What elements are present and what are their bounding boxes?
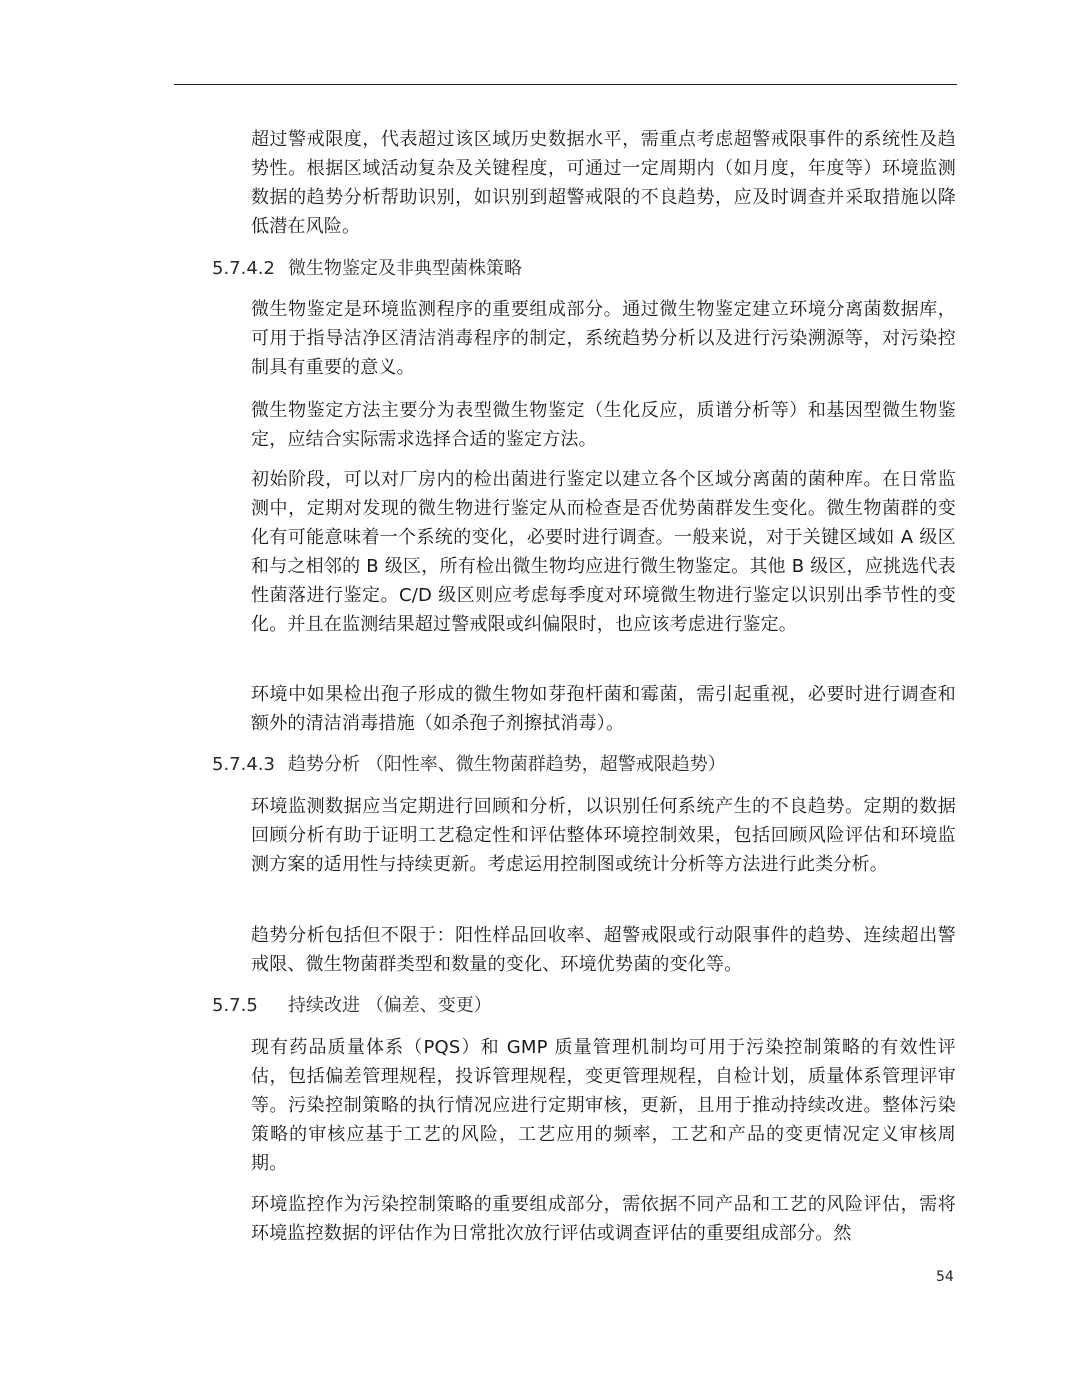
paragraph-data-review: 环境监测数据应当定期进行回顾和分析，以识别任何系统产生的不良趋势。定期的数据回顾分析有助于证明工艺稳定性和评估整体环境控制效果，包括回顾风险评估和环境监测方案的适用性与持续更新。考虑运用控制图或统计分析等方法进行此类分析。 [251, 796, 956, 875]
paragraph-continuous-improvement: 现有药品质量体系（PQS）和 GMP 质量管理机制均可用于污染控制策略的有效性评估，包括偏差管理规程，投诉管理规程，变更管理规程，自检计划，质量体系管理评审等。污染控制策略的执行情况应进行定期审核，更新，且用于推动持续改进。整体污染策略的审核应基于工艺的风险，工艺应用的频率，工艺和产品的变更情况定义审核周期。 [251, 1037, 956, 1174]
section-heading-5-7-4-2 [212, 254, 522, 283]
section-number: 5.7.4.2 [212, 258, 275, 279]
header-rule [174, 84, 957, 85]
section-title: 趋势分析 （阳性率、微生物菌群趋势，超警戒限趋势） [288, 754, 726, 775]
section-number: 5.7.4.3 [212, 754, 275, 775]
paragraph-initial-stage: 初始阶段，可以对厂房内的检出菌进行鉴定以建立各个区域分离菌的菌种库。在日常监测中，定期对发现的微生物进行鉴定从而检查是否优势菌群发生变化。微生物菌群的变化有可能意味着一个系统的变化，必要时进行调查。一般来说，对于关键区域如 A 级区和与之相邻的 B 级区，所有检出微生物均应进行微生物鉴定。其他 B 级区，应挑选代表性菌落进行鉴定。C/D 级区则应考虑每季度对环境微生物进行鉴定以识别出季节性的变化。并且在监测结果超过警戒限或纠偏限时，也应该考虑进行鉴定。 [251, 469, 956, 635]
section-heading-5-7-5 [212, 991, 492, 1020]
paragraph-identification-methods: 微生物鉴定方法主要分为表型微生物鉴定（生化反应，质谱分析等）和基因型微生物鉴定，应结合实际需求选择合适的鉴定方法。 [251, 400, 956, 450]
paragraph-trend-analysis: 趋势分析包括但不限于：阳性样品回收率、超警戒限或行动限事件的趋势、连续超出警戒限、微生物菌群类型和数量的变化、环境优势菌的变化等。 [251, 925, 956, 975]
paragraph-environmental-monitoring: 环境监控作为污染控制策略的重要组成部分，需依据不同产品和工艺的风险评估，需将环境监控数据的评估作为日常批次放行评估或调查评估的重要组成部分。然 [251, 1194, 956, 1244]
paragraph-microbial-identification: 微生物鉴定是环境监测程序的重要组成部分。通过微生物鉴定建立环境分离菌数据库，可用于指导洁净区清洁消毒程序的制定，系统趋势分析以及进行污染溯源等，对污染控制具有重要的意义。 [251, 299, 956, 378]
paragraph-spore-forming: 环境中如果检出孢子形成的微生物如芽孢杆菌和霉菌，需引起重视，必要时进行调查和额外的清洁消毒措施（如杀孢子剂擦拭消毒）。 [251, 684, 956, 734]
section-heading-5-7-4-3 [212, 750, 726, 779]
section-number: 5.7.5 [212, 995, 258, 1016]
paragraph-alert-limit-trend: 超过警戒限度，代表超过该区域历史数据水平，需重点考虑超警戒限事件的系统性及趋势性。根据区域活动复杂及关键程度，可通过一定周期内（如月度，年度等）环境监测数据的趋势分析帮助识别，如识别到超警戒限的不良趋势，应及时调查并采取措施以降低潜在风险。 [251, 129, 956, 237]
page-number: 54 [936, 1269, 954, 1285]
section-title: 持续改进 （偏差、变更） [288, 995, 492, 1016]
section-title: 微生物鉴定及非典型菌株策略 [288, 258, 522, 279]
